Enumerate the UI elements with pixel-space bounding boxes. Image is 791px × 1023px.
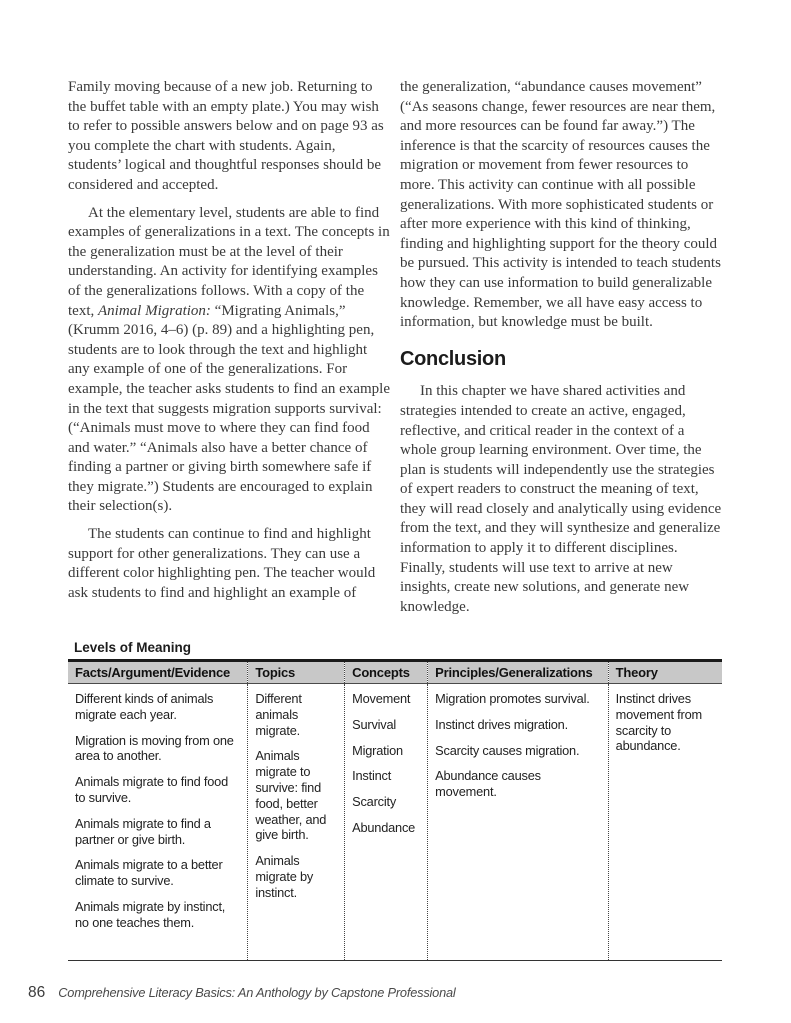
column-header-concepts: Concepts [345,661,428,684]
paragraph: In this chapter we have shared activities and strategies intended to create an active, engaged, reflective, and critical reader in the context of a whole group learning environment. Over time, the plan is students will independently use the strategies of expert readers to construct the meaning of text, they will read closely and analytically using evidence from the text, and they will synthesize and generalize information to apply it to different disciplines. Finally, students will use text to arrive at new insights, create new solutions, and generate new knowledge. [400,383,722,615]
cell-item: Animals migrate by instinct. [255,853,314,900]
theory-cell [608,684,722,961]
cell-item: Movement [352,691,411,706]
cell-item: Abundance [352,819,416,835]
page-number: 86 [28,984,46,1001]
paragraph [68,204,390,518]
cell-item: Survival [352,716,397,732]
column-header-principles: Principles/Generalizations [428,661,609,684]
cell-item: Migration promotes survival. [435,691,590,706]
paragraph-text: “Migrating Animals,” (Krumm 2016, 4–6) (p. 89) and a highlighting pen, students are to look through the text and highlight any example of one of the generalizations. For example, the teacher asks students to find an example in the text that suggests migration supports survival: (“Animals must move to where they can find food and water.” “Animals also have a better chance of finding a partner or giving birth somewhere safe if they migrate.”) Students are encouraged to explain their selection(s). [68,302,390,515]
paragraph-text: At the elementary level, students are able to find examples of generalizations in a text. The concepts in the generalization must be at the level of their understanding. An activity for identifying examples of the generalizations follows. With a copy of the text, [68,204,390,319]
cell-item: Migration [352,742,403,758]
levels-of-meaning-table [68,659,722,961]
body-columns [68,78,722,626]
column-header-theory: Theory [608,661,722,684]
table-body-row [68,684,722,961]
cell-item: Instinct drives migration. [435,716,568,732]
book-reference-italic: Animal Migration: [98,302,211,319]
cell-item: Animals migrate to find a partner or give birth. [75,815,211,847]
cell-item: Animals migrate to find food to survive. [75,774,229,805]
concepts-cell [345,684,428,961]
paragraph: the generalization, “abundance causes movement” (“As seasons change, fewer resources are near them, and more resources can be found far away.”) The inference is that the scarcity of resources causes the migration or movement from fewer resources to more. This activity can continue with all possible generalizations. With more sophisticated students or after more experience with this kind of thinking, finding and highlighting support for the theory could be pursued. This activity is intended to teach students how they can use information to build generalizable knowledge. Remember, we all have easy access to information, but knowledge must be built. [400,79,721,331]
topics-cell [248,684,345,961]
cell-item: Scarcity [352,794,397,810]
footer-book-title: Comprehensive Literacy Basics: An Anthology by Capstone Professional [58,985,456,1000]
facts-cell [68,684,248,961]
left-column [68,78,390,626]
cell-item: Animals migrate by instinct, no one teaches them. [75,898,226,930]
table-header-row [68,661,722,684]
cell-item: Animals migrate to a better climate to survive. [75,857,223,889]
right-column [400,78,722,626]
paragraph: Family moving because of a new job. Returning to the buffet table with an empty plate.) You may wish to refer to possible answers below and on page 93 as you complete the chart with students. Again, students’ logical and thoughtful responses should be considered and accepted. [68,79,384,193]
cell-item: Migration is moving from one area to another. [75,732,234,764]
cell-item: Instinct [352,768,392,784]
cell-item: Abundance causes movement. [435,768,541,800]
cell-item: Scarcity causes migration. [435,742,580,758]
conclusion-heading: Conclusion [400,347,506,370]
table-title: Levels of Meaning [74,640,192,655]
column-header-topics: Topics [248,661,345,684]
page-footer [28,984,456,1002]
levels-of-meaning-section [68,640,722,961]
paragraph: The students can continue to find and highlight support for other generalizations. They can use a different color highlighting pen. The teacher would ask students to find and highlight an example of [68,526,376,601]
cell-item: Different animals migrate. [255,691,302,738]
cell-item: Different kinds of animals migrate each year. [75,691,214,722]
cell-item: Instinct drives movement from scarcity to abundance. [615,691,702,754]
principles-cell [428,684,609,961]
column-header-facts: Facts/Argument/Evidence [68,661,248,684]
cell-item: Animals migrate to survive: find food, better weather, and give birth. [255,748,327,843]
